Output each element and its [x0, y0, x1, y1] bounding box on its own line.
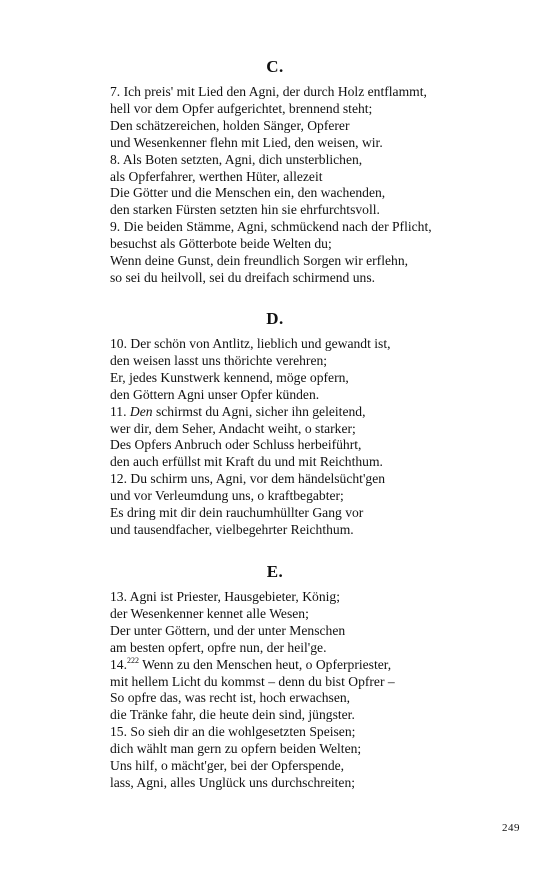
emphasized-word: Den: [129, 403, 153, 419]
page-number: 249: [502, 822, 520, 834]
verse-line: [110, 505, 530, 522]
verse-line-text: 14.: [110, 656, 127, 672]
verse-line-text: der Wesenkenner kennet alle Wesen;: [110, 605, 309, 621]
verse-line-text: 12. Du schirm uns, Agni, vor dem händelsücht'gen: [110, 471, 386, 487]
verse-line: [110, 353, 530, 370]
verse-line-text: Der unter Göttern, und der unter Menschen: [110, 622, 346, 638]
verse-line-text: und Wesenkenner flehn mit Lied, den weisen, wir.: [110, 134, 383, 150]
verse-line: [110, 185, 530, 202]
verse-line-text: 7. Ich preis' mit Lied den Agni, der durch Holz entflammt,: [110, 84, 427, 99]
verse-line: [110, 454, 530, 471]
verse-line-text: besuchst als Götterbote beide Welten du;: [110, 236, 332, 252]
verse-line-text: 15. So sieh dir an die wohlgesetzten Speisen;: [110, 724, 356, 740]
verse-line-text: Die Götter und die Menschen ein, den wachenden,: [110, 185, 386, 201]
verse-line: [110, 253, 530, 270]
verse-line-text: 9. Die beiden Stämme, Agni, schmückend nach der Pflicht,: [110, 219, 432, 235]
verse-line-text: am besten opfert, opfre nun, der heil'ge.: [110, 639, 327, 655]
verse-line-text: und tausendfacher, vielbegehrter Reichthum.: [110, 521, 354, 537]
verse-line-text: Es dring mit dir dein rauchumhüllter Gang vor: [110, 505, 364, 521]
verse-line-text: Des Opfers Anbruch oder Schluss herbeiführt,: [110, 437, 362, 453]
verse-block-c: [110, 84, 530, 287]
verse-line: [110, 471, 530, 488]
verse-line-text: den auch erfüllst mit Kraft du und mit Reichthum.: [110, 454, 383, 470]
verse-line-text: die Tränke fahr, die heute dein sind, jüngster.: [110, 707, 355, 723]
verse-line: [110, 421, 530, 438]
verse-line-text: Wenn deine Gunst, dein freundlich Sorgen wir erflehn,: [110, 253, 409, 269]
verse-line: [110, 437, 530, 454]
verse-line-text: Er, jedes Kunstwerk kennend, möge opfern,: [110, 369, 349, 385]
verse-line: [110, 84, 530, 101]
verse-line: [110, 522, 530, 539]
verse-line: [110, 202, 530, 219]
verse-block-d: [110, 336, 530, 539]
verse-line: [110, 707, 530, 724]
verse-line: [110, 336, 530, 353]
verse-line: [110, 724, 530, 741]
verse-line-text: 8. Als Boten setzten, Agni, dich unsterblichen,: [110, 151, 363, 167]
verse-line-text: den Göttern Agni unser Opfer künden.: [110, 386, 320, 402]
verse-line-text: lass, Agni, alles Unglück uns durchschreiten;: [110, 774, 356, 790]
verse-line: [110, 387, 530, 404]
verse-line-text: 11.: [110, 403, 130, 419]
verse-line-text: den starken Fürsten setzten hin sie ehrfurchtsvoll.: [110, 202, 380, 218]
verse-line-text: mit hellem Licht du kommst – denn du bist Opfrer –: [110, 673, 395, 689]
verse-line-text: so sei du heilvoll, sei du dreifach schirmend uns.: [110, 269, 376, 285]
verse-line-text: und vor Verleumdung uns, o kraftbegabter;: [110, 488, 344, 504]
verse-line: [110, 370, 530, 387]
verse-line: [110, 118, 530, 135]
section-heading-e: E.: [266, 562, 284, 581]
verse-line: [110, 219, 530, 236]
verse-line-text: hell vor dem Opfer aufgerichtet, brennend steht;: [110, 100, 373, 116]
verse-line: [110, 236, 530, 253]
verse-line: [110, 606, 530, 623]
verse-line-text: Wenn zu den Menschen heut, o Opferpriester,: [139, 656, 392, 672]
verse-line: [110, 623, 530, 640]
verse-line-text: schirmst du Agni, sicher ihn geleitend,: [152, 403, 366, 419]
verse-line: [110, 657, 530, 674]
verse-line: [110, 741, 530, 758]
verse-line-text: als Opferfahrer, werthen Hüter, allezeit: [110, 168, 323, 184]
verse-line: [110, 488, 530, 505]
verse-line: [110, 690, 530, 707]
section-heading-c: C.: [266, 57, 284, 76]
verse-line-text: Uns hilf, o mächt'ger, bei der Opferspende,: [110, 758, 345, 774]
verse-line-text: 10. Der schön von Antlitz, lieblich und gewandt ist,: [110, 336, 391, 351]
verse-line: [110, 674, 530, 691]
verse-line: [110, 775, 530, 792]
verse-line: [110, 640, 530, 657]
verse-line-text: Den schätzereichen, holden Sänger, Opferer: [110, 117, 350, 133]
verse-block-e: [110, 589, 530, 792]
verse-line: [110, 758, 530, 775]
verse-line: [110, 270, 530, 287]
verse-line: [110, 169, 530, 186]
verse-line: [110, 135, 530, 152]
verse-line: [110, 589, 530, 606]
verse-line-text: den weisen lasst uns thörichte verehren;: [110, 352, 328, 368]
verse-line-text: wer dir, dem Seher, Andacht weiht, o starker;: [110, 420, 356, 436]
verse-line: [110, 101, 530, 118]
verse-line-text: So opfre das, was recht ist, hoch erwachsen,: [110, 690, 351, 706]
verse-line: [110, 152, 530, 169]
verse-line-text: 13. Agni ist Priester, Hausgebieter, König;: [110, 589, 340, 604]
verse-line-text: dich wählt man gern zu opfern beiden Welten;: [110, 741, 362, 757]
footnote-marker[interactable]: 222: [127, 655, 139, 665]
section-heading-d: D.: [266, 309, 284, 328]
verse-line: [110, 404, 530, 421]
